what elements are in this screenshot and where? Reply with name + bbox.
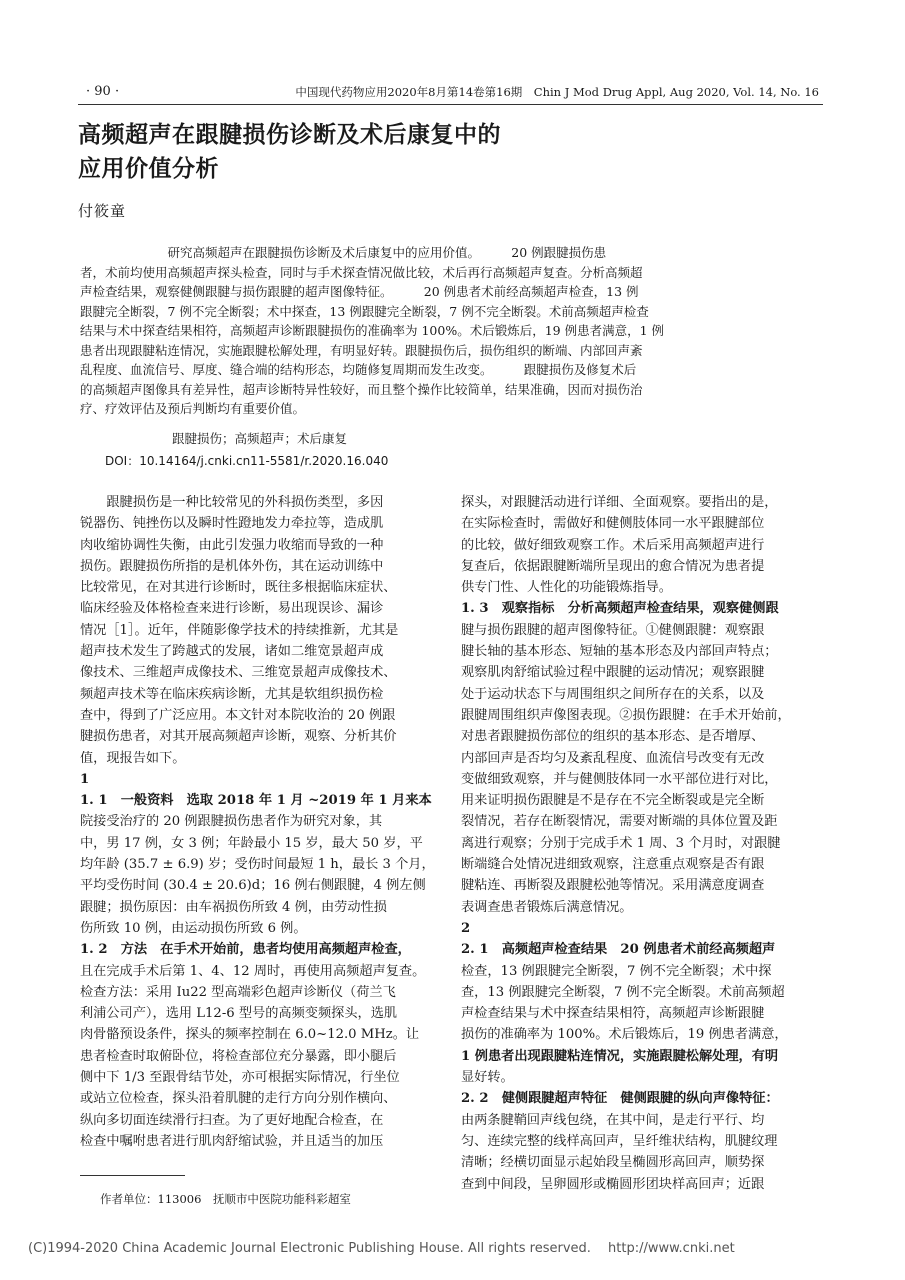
body-line: 损伤的准确率为 100%。术后锻炼后，19 例患者满意，: [461, 1027, 788, 1043]
body-line: 跟腱损伤是一种比较常见的外科损伤类型，多因: [80, 495, 384, 510]
author-affiliation: 作者单位：113006 抚顺市中医院功能科彩超室: [100, 1192, 351, 1206]
body-line: 表调查患者锻炼后满意情况。: [461, 899, 633, 915]
title-line: 应用价值分析: [78, 156, 219, 182]
body-line: 频超声技术等在临床疾病诊断，尤其是软组织损伤检: [80, 686, 384, 702]
body-line: 2: [461, 920, 471, 936]
body-line: 1: [80, 771, 90, 787]
abstract-line: 的高频超声图像具有差异性，超声诊断特异性较好，而且整个操作比较简单，结果准确，因而对损伤治: [80, 381, 643, 397]
body-line: 离进行观察；分别于完成手术 1 周、3 个月时，对跟腱: [461, 835, 781, 851]
body-line: 2. 1 高频超声检查结果 20 例患者术前经高频超声: [461, 942, 776, 958]
body-line: 对患者跟腱损伤部位的组织的基本形态、是否增厚、: [461, 729, 765, 745]
body-line: 中，男 17 例，女 3 例；年龄最小 15 岁，最大 50 岁，平: [80, 835, 423, 851]
body-line: 2. 2 健侧跟腱超声特征 健侧跟腱的纵向声像特征：: [461, 1091, 779, 1107]
body-line: 跟腱周围组织声像图表现。②损伤跟腱：在手术开始前，: [461, 707, 791, 723]
abstract-line: 结果与术中探查结果相符，高频超声诊断跟腱损伤的准确率为 100%。术后锻炼后，19 例患者满意，1 例: [80, 323, 665, 338]
body-line: 跟腱；损伤原因：由车祸损伤所致 4 例，由劳动性损: [80, 899, 387, 915]
body-line: 检查，13 例跟腱完全断裂，7 例不完全断裂；术中探: [461, 963, 772, 979]
body-line: 比较常见，在对其进行诊断时，既往多根据临床症状、: [80, 580, 397, 596]
body-line: 情况［1］。近年，伴随影像学技术的持续推新，尤其是: [80, 622, 399, 638]
body-line: 院接受治疗的 20 例跟腱损伤患者作为研究对象，其: [80, 814, 383, 830]
abstract-line: 患者出现跟腱粘连情况，实施跟腱松解处理，有明显好转。跟腱损伤后，损伤组织的断端、内部回声紊: [80, 342, 643, 358]
body-line: 利浦公司产），选用 L12-6 型号的高频变频探头，选肌: [80, 1006, 398, 1022]
abstract-line: 跟腱完全断裂，7 例不完全断裂；术中探查，13 例跟腱完全断裂，7 例不完全断裂。术前高频超声检查: [80, 303, 649, 319]
body-line: 在实际检查时，需做好和健侧肢体同一水平跟腱部位: [461, 516, 765, 532]
body-line: 临床经验及体格检查来进行诊断，易出现误诊、漏诊: [80, 601, 384, 617]
title-line: 高频超声在跟腱损伤诊断及术后康复中的: [78, 122, 501, 148]
abstract-line: 者，术前均使用高频超声探头检查，同时与手术探查情况做比较，术后再行高频超声复查。分析高频超: [80, 264, 643, 280]
body-line: 由两条腱鞘回声线包绕，在其中间，是走行平行、均: [461, 1112, 765, 1128]
body-line: 内部回声是否均匀及紊乱程度、血流信号改变有无改: [461, 750, 765, 766]
abstract-line: 疗、疗效评估及预后判断均有重要价值。: [80, 401, 306, 416]
body-line: 值，现报告如下。: [80, 750, 186, 766]
page-number: · 90 ·: [86, 84, 120, 99]
body-line: 检查方法：采用 Iu22 型高端彩色超声诊断仪（荷兰飞: [80, 984, 396, 1000]
body-line: 且在完成手术后第 1、4、12 周时，再使用高频超声复查。: [80, 963, 426, 979]
body-line: 查中，得到了广泛应用。本文针对本院收治的 20 例跟: [80, 707, 396, 723]
body-line: 供专门性、人性化的功能锻炼指导。: [461, 580, 672, 596]
body-line: 平均受伤时间 (30.4 ± 20.6)d；16 例右侧跟腱，4 例左侧: [80, 878, 426, 894]
doi: DOI：10.14164/j.cnki.cn11-5581/r.2020.16.040: [105, 454, 389, 468]
body-line: 均年龄 (35.7 ± 6.9) 岁；受伤时间最短 1 h，最长 3 个月，: [80, 857, 435, 873]
body-line: 1. 2 方法 在手术开始前，患者均使用高频超声检查，: [80, 942, 411, 958]
author: 付筱童: [78, 202, 127, 220]
body-line: 探头，对跟腱活动进行详细、全面观察。要指出的是，: [461, 495, 778, 510]
body-line: 腱与损伤跟腱的超声图像特征。①健侧跟腱：观察跟: [461, 622, 765, 638]
body-line: 或站立位检查，探头沿着肌腱的走行方向分别作横向、: [80, 1091, 397, 1107]
body-line: 侧中下 1/3 至跟骨结节处，亦可根据实际情况，行坐位: [80, 1070, 400, 1086]
body-line: 1 例患者出现跟腱粘连情况，实施跟腱松解处理，有明: [461, 1048, 779, 1064]
body-line: 查，13 例跟腱完全断裂，7 例不完全断裂。术前高频超: [461, 984, 785, 1000]
body-line: 腱损伤患者，对其开展高频超声诊断，观察、分析其价: [80, 729, 397, 745]
copyright-notice: (C)1994-2020 China Academic Journal Electronic Publishing House. All rights reserved. http://www.cnki.net: [28, 1241, 735, 1256]
keywords: 跟腱损伤；高频超声；术后康复: [172, 431, 348, 446]
body-line: 复查后，依据跟腱断端所呈现出的愈合情况为患者提: [461, 558, 765, 574]
body-line: 1. 3 观察指标 分析高频超声检查结果，观察健侧跟: [461, 601, 779, 617]
article-title: [78, 118, 698, 186]
body-line: 腱粘连、再断裂及跟腱松弛等情况。采用满意度调查: [461, 878, 765, 894]
body-column-left: [80, 492, 442, 1152]
abstract-line: 研究高频超声在跟腱损伤诊断及术后康复中的应用价值。 20 例跟腱损伤患: [80, 245, 607, 260]
abstract: [80, 243, 695, 419]
body-line: 的比较，做好细致观察工作。术后采用高频超声进行: [461, 537, 765, 553]
body-line: 腱长轴的基本形态、短轴的基本形态及内部回声特点；: [461, 644, 778, 660]
body-line: 显好转。: [461, 1070, 514, 1086]
body-line: 伤所致 10 例，由运动损伤所致 6 例。: [80, 920, 307, 936]
body-line: 纵向多切面连续滑行扫查。为了更好地配合检查，在: [80, 1112, 384, 1128]
abstract-line: 乱程度、血流信号、厚度、缝合端的结构形态，均随修复周期而发生改变。 跟腱损伤及修复术后: [80, 362, 637, 377]
body-line: 查到中间段，呈卵圆形或椭圆形团块样高回声；近跟: [461, 1176, 765, 1192]
body-line: 患者检查时取俯卧位，将检查部位充分暴露，即小腿后: [80, 1048, 397, 1064]
body-line: 损伤。跟腱损伤所指的是机体外伤，其在运动训练中: [80, 558, 384, 574]
body-line: 检查中嘱咐患者进行肌肉舒缩试验，并且适当的加压: [80, 1133, 384, 1149]
body-line: 断端缝合处情况进细致观察，注意重点观察是否有跟: [461, 857, 765, 873]
body-line: 变做细致观察，并与健侧肢体同一水平部位进行对比，: [461, 771, 778, 787]
header-rule: [78, 104, 823, 105]
body-line: 观察肌肉舒缩试验过程中跟腱的运动情况；观察跟腱: [461, 665, 765, 681]
abstract-line: 声检查结果，观察健侧跟腱与损伤跟腱的超声图像特征。 20 例患者术前经高频超声检查，13 例: [80, 284, 639, 299]
body-line: 1. 1 一般资料 选取 2018 年 1 月 ~2019 年 1 月来本: [80, 793, 432, 809]
body-line: 清晰；经横切面显示起始段呈椭圆形高回声，顺势探: [461, 1155, 765, 1171]
journal-header: 中国现代药物应用2020年8月第14卷第16期 Chin J Mod Drug Appl, Aug 2020, Vol. 14, No. 16: [295, 85, 819, 99]
body-line: 匀、连续完整的线样高回声，呈纤维状结构，肌腱纹理: [461, 1133, 778, 1149]
body-line: 像技术、三维超声成像技术、三维宽景超声成像技术、: [80, 665, 397, 681]
footnote-rule: [80, 1175, 185, 1176]
body-line: 处于运动状态下与周围组织之间所存在的关系，以及: [461, 686, 765, 702]
body-column-right: [461, 492, 825, 1195]
body-line: 锐器伤、钝挫伤以及瞬时性蹬地发力牵拉等，造成肌: [80, 516, 384, 532]
body-line: 裂情况，若存在断裂情况，需要对断端的具体位置及距: [461, 814, 778, 830]
body-line: 肉收缩协调性失衡，由此引发强力收缩而导致的一种: [80, 537, 384, 553]
body-line: 超声技术发生了跨越式的发展，诸如二维宽景超声成: [80, 644, 384, 660]
body-line: 声检查结果与术中探查结果相符，高频超声诊断跟腱: [461, 1006, 765, 1022]
body-line: 肉骨骼预设条件，探头的频率控制在 6.0~12.0 MHz。让: [80, 1027, 420, 1043]
body-line: 用来证明损伤跟腱是不是存在不完全断裂或是完全断: [461, 793, 765, 809]
